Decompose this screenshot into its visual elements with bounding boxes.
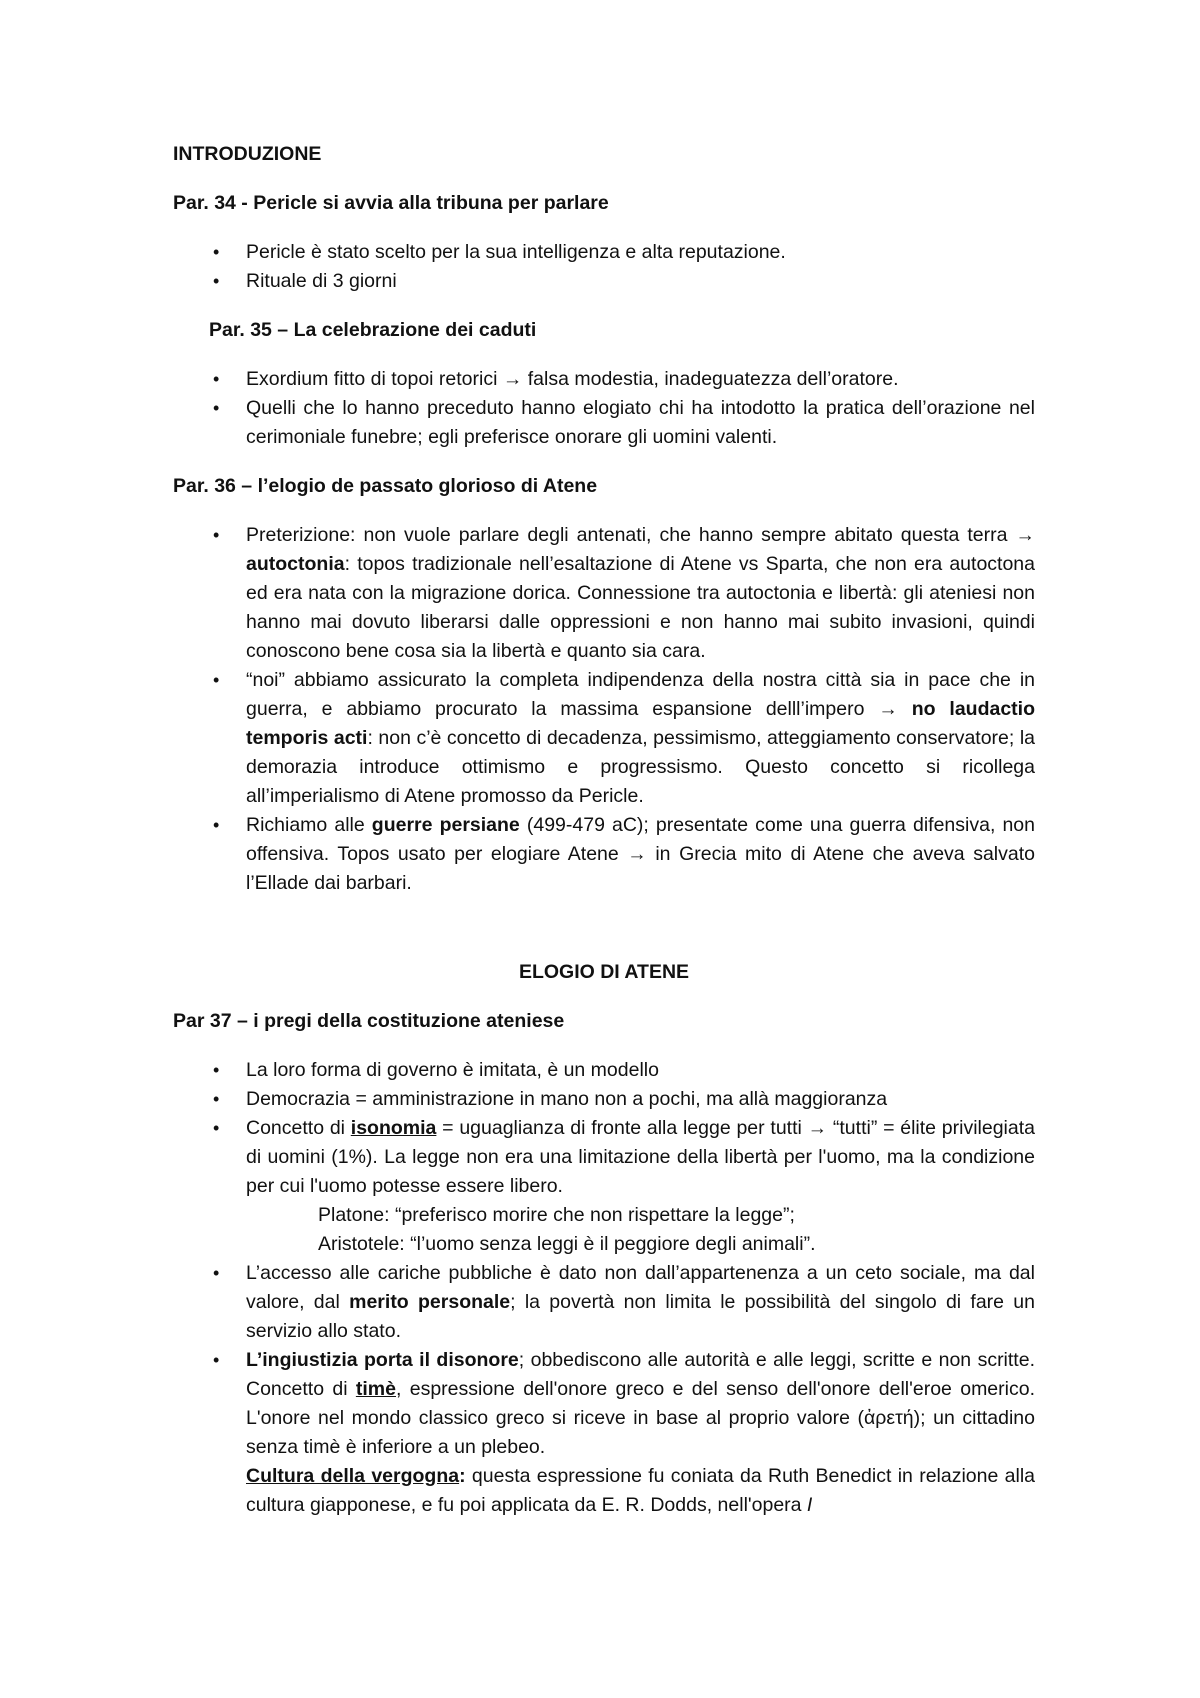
heading-par-35: Par. 35 – La celebrazione dei caduti — [209, 319, 537, 341]
text-run: ; obbediscono alle autorità e alle leggi, scritte e non scritte. Concetto di — [246, 1349, 1035, 1400]
list-item — [173, 1114, 1035, 1201]
text-run: Preterizione: non vuole parlare degli antenati, che hanno sempre abitato questa terra → — [246, 524, 1035, 546]
text-run: ; la povertà non limita le possibilità del singolo di fare un servizio allo stato. — [246, 1291, 1035, 1342]
text-run: : — [459, 1465, 466, 1487]
text-run: (499-479 aC); presentate come una guerra difensiva, non offensiva. Topos usato per elogiare Atene → in Grecia mito di Atene che aveva salvato l’Ellade dai barbari. — [246, 814, 1035, 894]
heading-par-37: Par 37 – i pregi della costituzione ateniese — [173, 1010, 565, 1032]
list-par-37-cont — [173, 1259, 1035, 1462]
list-item — [173, 1259, 1035, 1346]
text-run: = uguaglianza di fronte alla legge per tutti → “tutti” = élite privilegiata di uomini (1%). La legge non era una limitazione della libertà per l'uomo, ma la condizione per cui l'uomo potesse essere libero. — [246, 1117, 1036, 1197]
list-item: • La loro forma di governo è imitata, è un modello — [173, 1056, 1035, 1085]
text-run: , espressione dell'onore greco e del senso dell'onore dell'eroe omerico. L'onore nel mondo classico greco si riceve in base al proprio valore (ἀρετή); un cittadino senza timè è inferiore a un plebeo. — [246, 1378, 1035, 1458]
heading-par-34: Par. 34 - Pericle si avvia alla tribuna per parlare — [173, 192, 609, 214]
list-item — [173, 811, 1035, 898]
list-item — [173, 666, 1035, 811]
text-run: questa espressione fu coniata da Ruth Benedict in relazione alla cultura giapponese, e fu poi applicata da E. R. Dodds, nell'opera — [246, 1465, 1035, 1516]
list-item — [173, 1346, 1035, 1462]
list-par-36 — [173, 521, 1035, 898]
term-autoctonia: autoctonia — [246, 553, 345, 575]
text-run: : non c’è concetto di decadenza, pessimismo, atteggiamento conservatore; la demorazia introduce ottimismo e progressismo. Questo concetto si ricollega all’imperialismo di Atene promosso da Pericle. — [246, 727, 1035, 807]
text-run: : topos tradizionale nell’esaltazione di Atene vs Sparta, che non era autoctona ed era nata con la migrazione dorica. Connessione tra autoctonia e libertà: gli ateniesi non hanno mai dovuto liberarsi dalle oppressioni e non hanno mai subito invasioni, quindi conoscono bene cosa sia la libertà e quanto sia cara. — [246, 553, 1035, 662]
list-item: • Democrazia = amministrazione in mano non a pochi, ma allà maggioranza — [173, 1085, 1035, 1114]
term-isonomia: isonomia — [350, 1117, 437, 1139]
list-par-35 — [173, 365, 1035, 452]
text-run: Concetto di — [246, 1117, 351, 1139]
text-run: L’accesso alle cariche pubbliche è dato non dall’appartenenza a un ceto sociale, ma dal valore, dal — [246, 1262, 1035, 1313]
list-item: • Rituale di 3 giorni — [173, 267, 1035, 296]
quote-aristotele: Aristotele: “l’uomo senza leggi è il peggiore degli animali”. — [318, 1233, 816, 1255]
text-run: “noi” abbiamo assicurato la completa indipendenza della nostra città sia in pace che in guerra, e abbiamo procurato la massima espansione delll’impero → — [246, 669, 1035, 720]
list-item — [173, 521, 1035, 666]
term-cultura-vergogna: Cultura della vergogna — [246, 1465, 460, 1487]
document-page — [173, 140, 1035, 1520]
quote-platone: Platone: “preferisco morire che non rispettare la legge”; — [318, 1204, 795, 1226]
text-run: Richiamo alle — [246, 814, 372, 836]
term-merito-personale: merito personale — [349, 1291, 511, 1313]
term-time: timè — [355, 1378, 396, 1400]
section-title-introduzione: INTRODUZIONE — [173, 143, 322, 165]
term-laudactio: no laudactio temporis acti — [246, 698, 1035, 749]
section-title-elogio: ELOGIO DI ATENE — [518, 961, 690, 983]
list-item: • Pericle è stato scelto per la sua intelligenza e alta reputazione. — [173, 238, 1035, 267]
list-item: • Quelli che lo hanno preceduto hanno elogiato chi ha intodotto la pratica dell’orazione nel cerimoniale funebre; egli preferisce onorare gli uomini valenti. — [173, 394, 1035, 452]
text-run: I — [806, 1494, 813, 1516]
list-item: • Exordium fitto di topoi retorici → falsa modestia, inadeguatezza dell’oratore. — [173, 365, 1035, 394]
spacer — [173, 918, 1035, 958]
heading-par-36: Par. 36 – l’elogio de passato glorioso di Atene — [173, 475, 598, 497]
list-par-34 — [173, 238, 1035, 296]
paragraph-cultura-vergogna — [173, 1462, 1035, 1520]
term-guerre-persiane: guerre persiane — [371, 814, 520, 836]
term-ingiustizia: L’ingiustizia porta il disonore — [246, 1349, 519, 1371]
list-par-37 — [173, 1056, 1035, 1201]
